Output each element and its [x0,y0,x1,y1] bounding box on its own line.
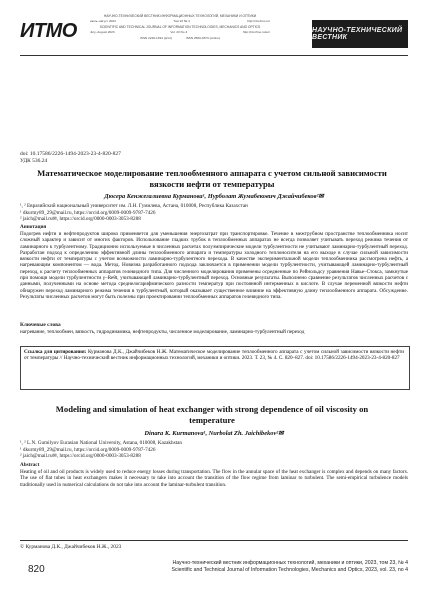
abstract-ru: Подогрев нефти и нефтепродуктов широко применяется для уменьшения энергозатрат при транспортировке. Течение в межтрубном пространстве теплообменника носит сложный характер и зависит от многих факторов. Использование гладких трубок в теплообменных аппаратах не всегда позволяет учитывать переход режима течения от ламинарного к турбулентному. Традиционно используемые в численных расчетах полуэмпирические модели турбулентности не учитывают ламинарно-турбулентный переход. Разработан подход к определению эффективной длины теплообменного аппарата и температуры холодного теплоносителя на его выходе в случае сильной зависимости вязкости нефти от температуры с учетом возможности ламинарно-турбулентного перехода. В качестве экспериментальной модели теплообменника рассмотрена нефть, а нагревающим компонентом — вода. Метод. Новизна разработанного подхода заключается в применении модели турбулентности, учитывающей ламинарно-турбулентный переход, к расчету теплообменных аппаратов гелевидного типа. Для численного моделирования применены осредненные по Рейнольдсу уравнения Навье–Стокса, замкнутые при помощи модели турбулентности γ–Reθt, учитывающей ламинарно-турбулентный переход. Основные результаты. Выполнено сравнение результатов численных расчетов с данными, полученными на основе метода среднелогарифмического разности температур при постоянной интерменных в кислоте. В случае переменной вязкости нефти обнаружен переход ламинарного режима течения в турбулентный, который оказывает существенное влияние на эффективную длину теплообменного аппарата. Обсуждение. Результаты численных расчетов могут быть полезны при проектировании теплообменных аппаратов гелевидного типа. [20,231,408,300]
footer-citation [90,560,408,574]
journal-title-en: SCIENTIFIC AND TECHNICAL JOURNAL OF INFORMATION TECHNOLOGIES, MECHANICS AND OPTICS [99,24,261,29]
keywords-heading-ru: Ключевые слова [20,322,61,328]
author2-email-ru[interactable]: ² jaich@mail.ru✉, https://orcid.org/0000-0003-3053-8288 [20,216,141,223]
footer-line-en: Scientific and Technical Journal of Information Technologies, Mechanics and Optics, 2023, vol. 23, no 4 [171,567,408,574]
page-number: 820 [28,564,45,575]
footer-line-ru: Научно-технический вестник информационных технологий, механики и оптики, 2023, том 23, № 4 [172,560,408,566]
doi: doi: 10.17586/2226-1494-2023-23-4-820-827 [20,151,121,157]
authors-en: Dinara K. Kurmanova¹, Nurbolat Zh. Jaichibekov²✉ [144,430,284,437]
issue-date-ru: июль–август 2023 [90,19,116,24]
issn-online: ISSN 2500-0373 (online) [185,35,220,40]
copyright: © Курманова Д.К., Джайчибеков Н.Ж., 2023 [20,544,122,550]
banner-text: НАУЧНО-ТЕХНИЧЕСКИЙ ВЕСТНИК [312,27,403,41]
journal-header [90,14,270,41]
article-title-ru: Математическое моделирование теплообменного аппарата с учетом сильной зависимости вязкости нефти от температуры [37,168,387,189]
journal-banner [312,20,408,48]
author1-email-ru[interactable]: ¹ dkurmy89_29@mail.ru, https://orcid.org/0009-0009-9787-7426 [20,209,156,216]
abstract-heading-en: Abstract [20,462,40,468]
keywords-ru: нагревание, теплообмен, вязкость, гидродинамика, нефтепродукты, численное моделирование, ламинарно-турбулентный переход [20,329,305,335]
issue-date-en: July–August 2023 [90,30,115,35]
citation-heading: Ссылка для цитирования: [24,349,87,355]
authors-ru: Дюсера Кенжегалиевна Курманова¹, Нурболат Жумабекович Джайчибеков²✉ [104,193,324,200]
affiliation-en: ¹, ² L.N. Gumilyov Eurasian National University, Astana, 010008, Kazakhstan [20,440,182,446]
article-title-en: Modeling and simulation of heat exchanger with strong dependence of oil viscosity on temperature [55,404,369,425]
author1-email-en[interactable]: ¹ dkurmy89_29@mail.ru, https://orcid.org/0009-0009-9787-7426 [20,446,156,453]
header-divider [20,55,408,56]
url-en[interactable]: http://ntv.ifmo.ru/en/ [242,30,270,35]
itmo-logo: ИTMO [20,20,77,42]
url-ru[interactable]: http://ntv.ifmo.ru/ [247,19,270,24]
volume-ru: Том 23 № 4 [173,19,190,24]
affiliations-ru [20,203,408,223]
journal-title-ru: НАУЧНО-ТЕХНИЧЕСКИЙ ВЕСТНИК ИНФОРМАЦИОННЫХ ТЕХНОЛОГИЙ, МЕХАНИКИ И ОПТИКИ [103,14,257,18]
citation-body: Курманова Д.К., Джайчибеков Н.Ж. Математическое моделирование теплообменного аппарата с учетом сильной зависимости вязкости нефти от температуры // Научно-технический вестник информационных технологий, механики и оптики. 2023. Т. 23, № 4. С. 820–827. doi: 10.17586/2226-1494-2023-23-4-820-827 [24,349,404,362]
footer-divider [20,540,408,541]
udc: УДК 536.24 [20,158,48,164]
author2-email-en[interactable]: ² jaich@mail.ru✉, https://orcid.org/0000-0003-3053-8288 [20,453,141,460]
volume-en: Vol. 23 No 4 [170,30,188,35]
abstract-en: Heating of oil and oil products is widely used to reduce energy losses during transportation. The flow in the annular space of the heat exchanger is complex and depends on many factors. The use of flat tubes in heat exchangers makes it necessary to take into account the transition of the flow regime from laminar to turbulent. The semi-empirical turbulence models traditionally used in numerical calculations do not take into account the laminar-turbulent transition. [20,469,408,488]
affiliations-en [20,440,408,460]
issn-row [90,36,270,41]
citation-text [24,349,404,362]
issn-print: ISSN 2226-1494 (print) [140,35,172,40]
affiliation-ru: ¹, ² Евразийский национальный университет им. Л.Н. Гумилева, Астана, 010008, Республика Казахстан [20,203,248,209]
abstract-heading-ru: Аннотация [20,224,47,230]
